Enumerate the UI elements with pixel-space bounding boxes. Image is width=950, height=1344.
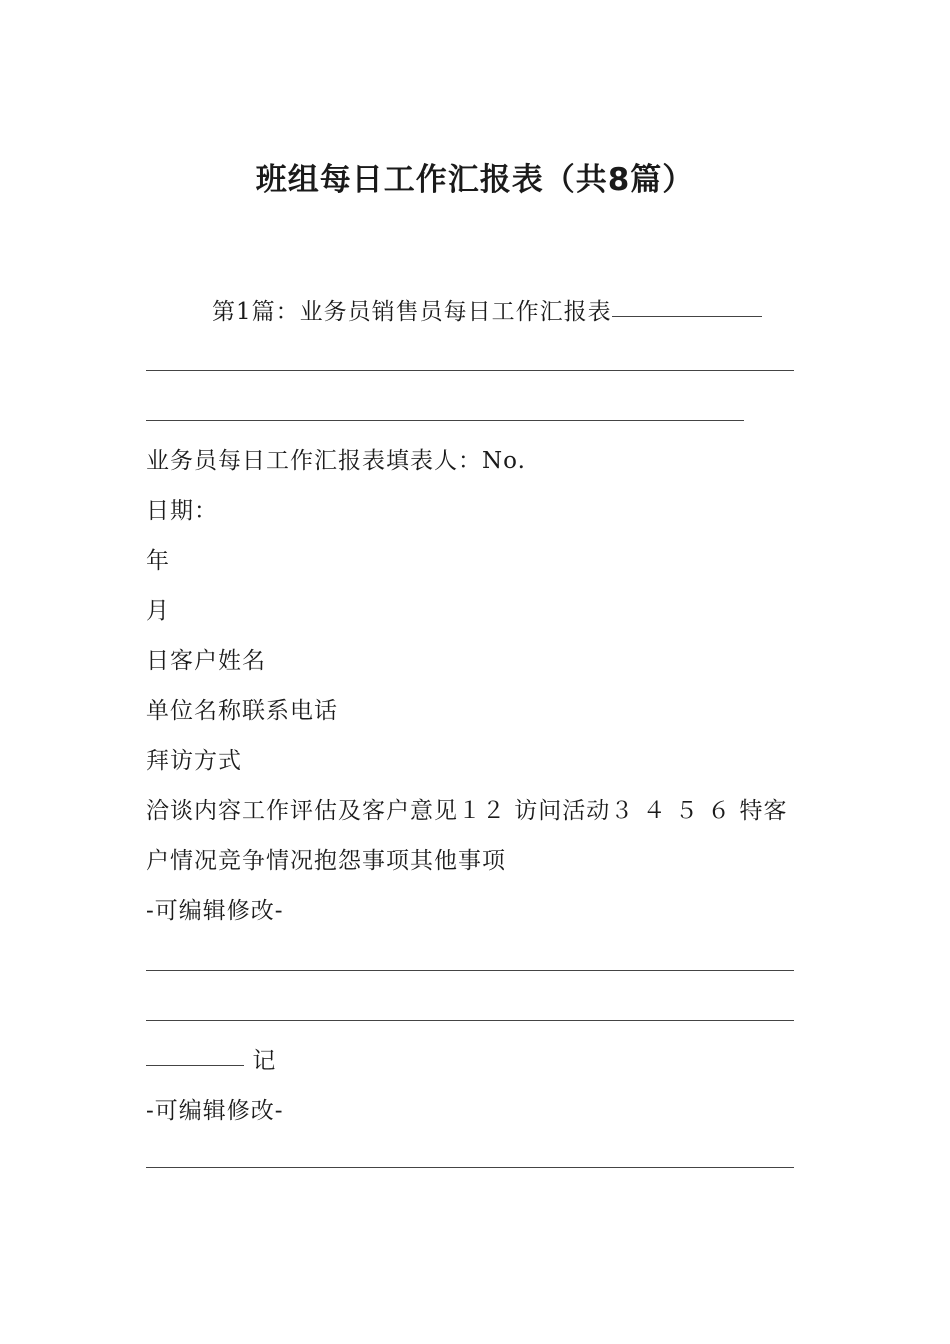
note-blank-line — [146, 1065, 244, 1066]
editable-note: -可编辑修改- — [146, 898, 284, 924]
section-heading: 第1篇：业务员销售员每日工作汇报表 — [212, 299, 612, 325]
visit-method-label: 拜访方式 — [146, 748, 242, 774]
day-customer-label: 日客户姓名 — [146, 648, 266, 674]
divider-rule — [146, 370, 794, 371]
editable-note: -可编辑修改- — [146, 1098, 284, 1124]
divider-rule — [146, 970, 794, 971]
divider-rule — [146, 420, 744, 421]
date-label: 日期： — [146, 498, 218, 524]
divider-rule — [146, 1167, 794, 1168]
heading-blank-line — [612, 316, 762, 317]
note-row — [146, 1045, 276, 1077]
content-line-2: 户情况竞争情况抱怨事项其他事项 — [146, 848, 506, 874]
note-char: 记 — [252, 1048, 277, 1074]
section-heading-row — [212, 296, 762, 328]
form-title-line: 业务员每日工作汇报表填表人：No. — [146, 448, 526, 474]
divider-rule — [146, 1020, 794, 1021]
unit-phone-label: 单位名称联系电话 — [146, 698, 338, 724]
year-label: 年 — [146, 548, 170, 574]
month-label: 月 — [146, 598, 170, 624]
content-line-1: 洽谈内容工作评估及客户意见１２ 访问活动３ ４ ５ ６ 特客 — [146, 798, 788, 824]
document-title: 班组每日工作汇报表（共8篇） — [255, 162, 695, 198]
